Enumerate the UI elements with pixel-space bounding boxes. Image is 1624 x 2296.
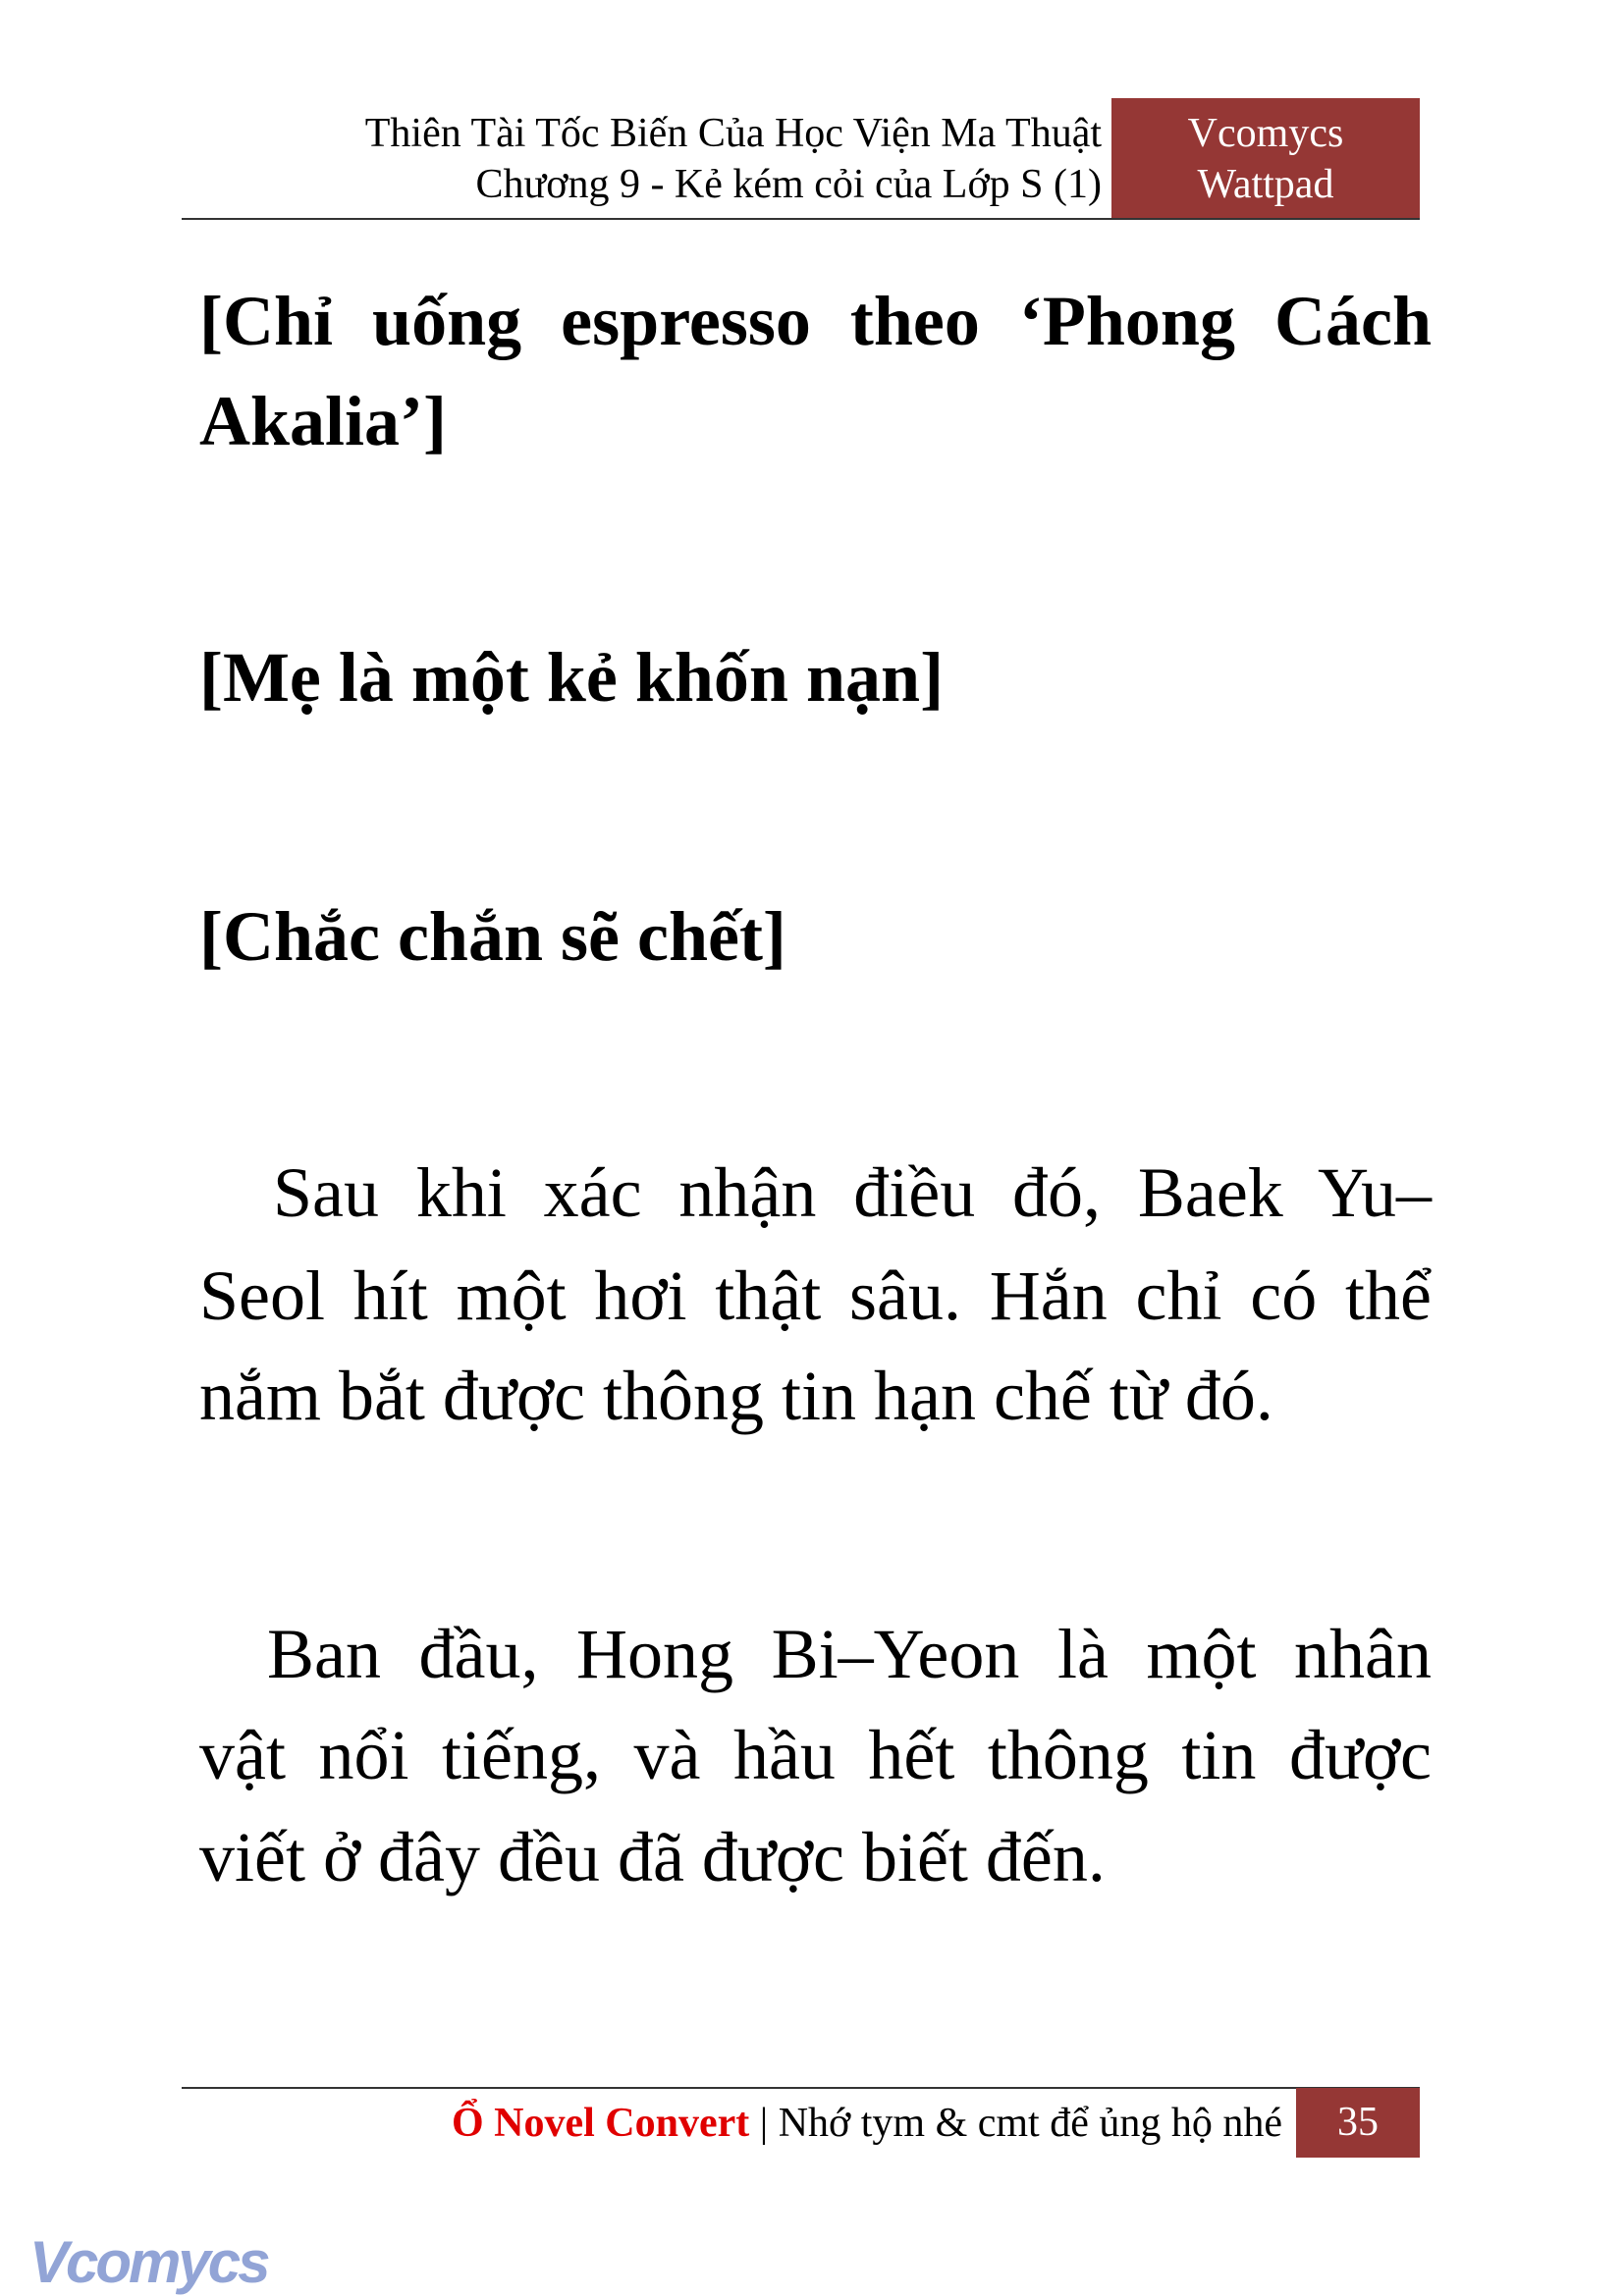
paragraph-line: Ban đầu, Hong Bi–Yeon là một nhân [267,1615,1432,1693]
footer-separator: | [759,2101,769,2146]
badge-line-1: Vcomycs [1187,111,1344,156]
paragraph-line: nắm bắt được thông tin hạn chế từ đó. [199,1357,1273,1435]
page-number: 35 [1296,2088,1420,2158]
header-divider [182,218,1420,220]
footer-divider [182,2087,1420,2089]
heading-line: [Chắc chắn sẽ chết] [199,897,786,976]
heading-line: Akalia’] [199,382,447,460]
footer-brand: Ổ Novel Convert [451,2101,750,2146]
source-badge [1111,98,1420,220]
paragraph-line: Sau khi xác nhận điều đó, Baek Yu– [273,1153,1432,1232]
badge-line-2: Wattpad [1197,162,1334,207]
chapter-title: Chương 9 - Kẻ kém cỏi của Lớp S (1) [475,162,1102,207]
footer-text [452,2097,1282,2150]
paragraph-line: Seol hít một hơi thật sâu. Hắn chỉ có thể [199,1256,1432,1335]
paragraph-line: viết ở đây đều đã được biết đến. [199,1818,1106,1896]
heading-line: [Chỉ uống espresso theo ‘Phong Cách [199,282,1432,360]
book-title: Thiên Tài Tốc Biến Của Học Viện Ma Thuật [364,111,1102,156]
footer-message: Nhớ tym & cmt để ủng hộ nhé [778,2101,1282,2146]
heading-line: [Mẹ là một kẻ khốn nạn] [199,638,945,717]
watermark-logo: Vcomycs [29,2229,268,2295]
paragraph-line: vật nổi tiếng, và hầu hết thông tin được [199,1716,1432,1794]
